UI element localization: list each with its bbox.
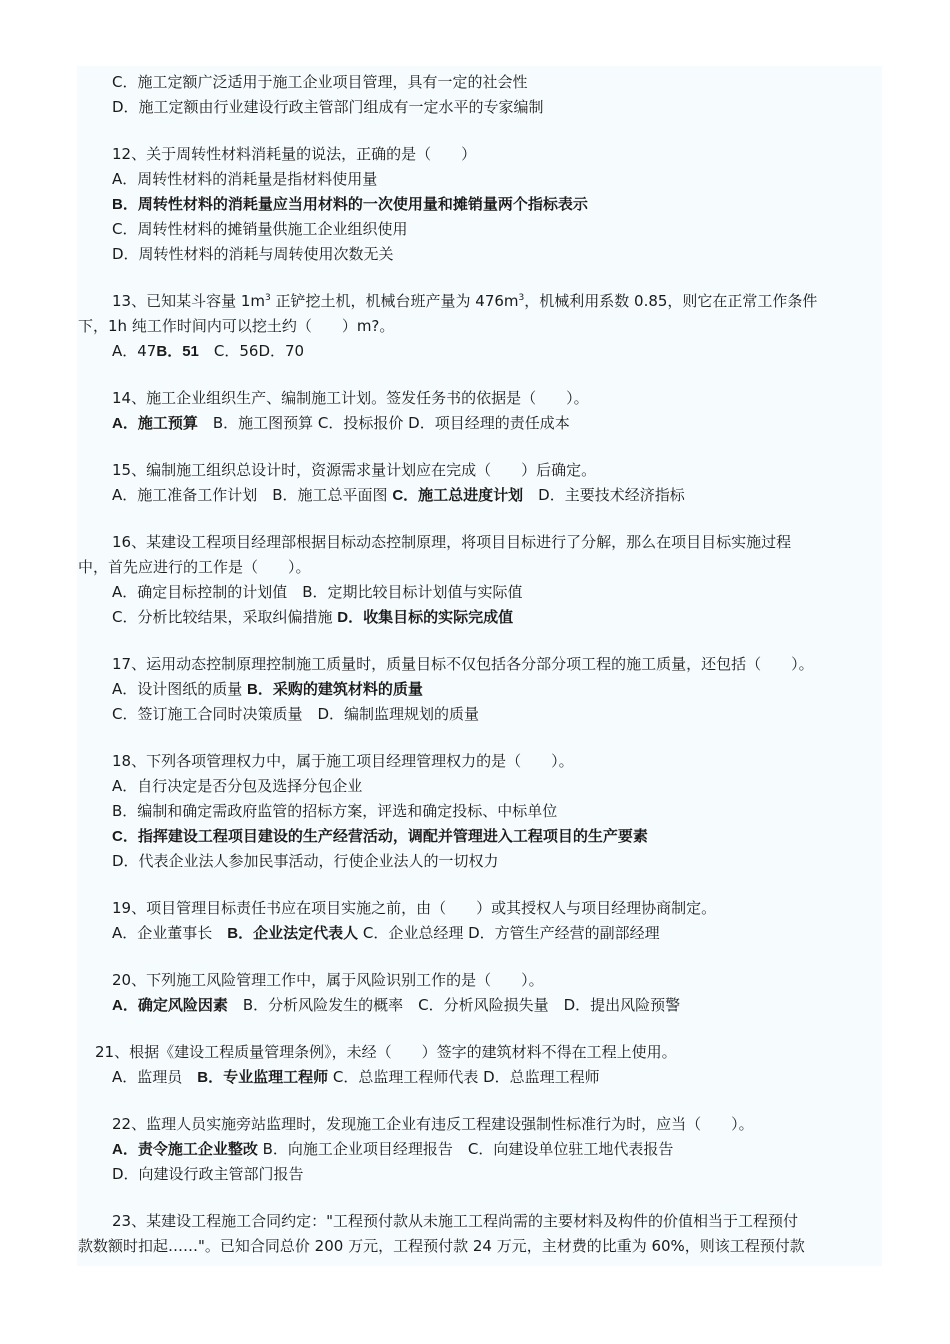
q13-options: A．47B．51 C．56D．70 xyxy=(112,342,305,360)
q16-options-ab: A．确定目标控制的计划值 B．定期比较目标计划值与实际值 xyxy=(112,583,523,601)
q18-option-d: D．代表企业法人参加民事活动，行使企业法人的一切权力 xyxy=(112,852,499,870)
q15-answer: C．施工总进度计划 xyxy=(392,487,524,504)
q18-option-b: B．编制和确定需政府监管的招标方案，评选和确定投标、中标单位 xyxy=(112,802,558,820)
q21-options: A．监理员 B．专业监理工程师 C．总监理工程师代表 D．总监理工程师 xyxy=(112,1068,600,1086)
q20-answer: A．确定风险因素 xyxy=(112,997,228,1014)
q12-option-c: C．周转性材料的摊销量供施工企业组织使用 xyxy=(112,220,408,238)
q18-option-c-answer: C．指挥建设工程项目建设的生产经营活动，调配并管理进入工程项目的生产要素 xyxy=(112,828,648,845)
q17-answer: B．采购的建筑材料的质量 xyxy=(247,681,423,698)
q17-options-cd: C．签订施工合同时决策质量 D．编制监理规划的质量 xyxy=(112,705,480,723)
q23-stem-continued: 款数额时扣起……"。已知合同总价 200 万元，工程预付款 24 万元，主材费的比重为 60%，则该工程预付款 xyxy=(78,1237,805,1255)
q12-option-b-answer: B．周转性材料的消耗量应当用材料的一次使用量和摊销量两个指标表示 xyxy=(112,196,588,213)
q18-option-a: A．自行决定是否分包及选择分包企业 xyxy=(112,777,363,795)
q11-option-d: D．施工定额由行业建设行政主管部门组成有一定水平的专家编制 xyxy=(112,98,544,116)
q22-answer: A．责令施工企业整改 xyxy=(112,1141,258,1158)
q14-stem: 14、施工企业组织生产、编制施工计划。签发任务书的依据是（ ）。 xyxy=(112,389,589,407)
q15-options: A．施工准备工作计划 B．施工总平面图 C．施工总进度计划 D．主要技术经济指标 xyxy=(112,486,685,504)
q22-option-d: D．向建设行政主管部门报告 xyxy=(112,1165,304,1183)
q12-option-a: A．周转性材料的消耗量是指材料使用量 xyxy=(112,170,378,188)
q19-options: A．企业董事长 B．企业法定代表人 C．企业总经理 D．方管生产经营的副部经理 xyxy=(112,924,660,942)
q21-answer: B．专业监理工程师 xyxy=(197,1069,329,1086)
q16-answer: D．收集目标的实际完成值 xyxy=(337,609,514,626)
q14-options: A．施工预算 B．施工图预算 C．投标报价 D．项目经理的责任成本 xyxy=(112,414,570,432)
q13-stem: 13、已知某斗容量 $1m^3$ 正铲挖土机，机械台班产量为 $476m^3$，机械利用系数 0.85，则它在正常工作条件 xyxy=(112,292,818,310)
q16-stem-continued: 中，首先应进行的工作是（ ）。 xyxy=(78,558,311,576)
q20-options: A．确定风险因素 B．分析风险发生的概率 C．分析风险损失量 D．提出风险预警 xyxy=(112,996,681,1014)
q22-stem: 22、监理人员实施旁站监理时，发现施工企业有违反工程建设强制性标准行为时，应当（ ）。 xyxy=(112,1115,754,1133)
q21-stem: 21、根据《建设工程质量管理条例》，未经（ ）签字的建筑材料不得在工程上使用。 xyxy=(95,1043,677,1061)
q13-answer: B．51 xyxy=(156,343,199,360)
q12-stem: 12、关于周转性材料消耗量的说法，正确的是（ ） xyxy=(112,145,477,163)
q12-option-d: D．周转性材料的消耗与周转使用次数无关 xyxy=(112,245,394,263)
q19-answer: B．企业法定代表人 xyxy=(227,925,359,942)
document-body xyxy=(78,70,884,1259)
q11-option-c: C．施工定额广泛适用于施工企业项目管理，具有一定的社会性 xyxy=(112,73,528,91)
q16-stem: 16、某建设工程项目经理部根据目标动态控制原理，将项目目标进行了分解，那么在项目目标实施过程 xyxy=(112,533,792,551)
q17-options-ab: A．设计图纸的质量 B．采购的建筑材料的质量 xyxy=(112,680,423,698)
q20-stem: 20、下列施工风险管理工作中，属于风险识别工作的是（ ）。 xyxy=(112,971,544,989)
q13-stem-continued: 下，1h 纯工作时间内可以挖土约（ ）m?。 xyxy=(78,317,395,335)
q15-stem: 15、编制施工组织总设计时，资源需求量计划应在完成（ ）后确定。 xyxy=(112,461,597,479)
q14-answer: A．施工预算 xyxy=(112,415,198,432)
q17-stem: 17、运用动态控制原理控制施工质量时，质量目标不仅包括各分部分项工程的施工质量，还包括（ ）。 xyxy=(112,655,814,673)
q22-options-abc: A．责令施工企业整改 B．向施工企业项目经理报告 C．向建设单位驻工地代表报告 xyxy=(112,1140,674,1158)
q18-stem: 18、下列各项管理权力中，属于施工项目经理管理权力的是（ ）。 xyxy=(112,752,574,770)
q16-options-cd: C．分析比较结果，采取纠偏措施 D．收集目标的实际完成值 xyxy=(112,608,514,626)
q23-stem: 23、某建设工程施工合同约定："工程预付款从未施工工程尚需的主要材料及构件的价值相当于工程预付 xyxy=(112,1212,798,1230)
q19-stem: 19、项目管理目标责任书应在项目实施之前，由（ ）或其授权人与项目经理协商制定。 xyxy=(112,899,717,917)
